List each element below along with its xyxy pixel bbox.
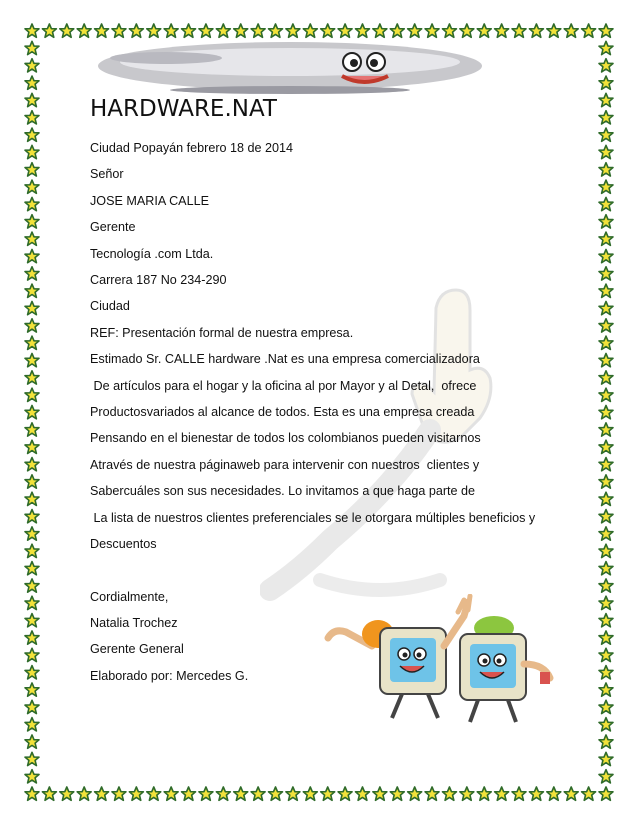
star-icon [25,440,39,453]
star-icon [599,267,613,280]
star-icon [373,787,387,800]
star-icon [251,787,265,800]
star-icon [25,93,39,106]
star-icon [599,648,613,661]
star-icon [95,24,109,37]
star-icon [25,614,39,627]
body-line: Estimado Sr. CALLE hardware .Nat es una empresa comercializadora [90,352,480,367]
star-icon [599,93,613,106]
star-icon [25,579,39,592]
star-icon [599,180,613,193]
star-icon [25,700,39,713]
star-icon [599,614,613,627]
star-icon [321,24,335,37]
star-icon [25,371,39,384]
star-icon [25,163,39,176]
star-icon [599,787,613,800]
star-icon [599,128,613,141]
star-icon [599,145,613,158]
star-icon [25,232,39,245]
star-icon [582,24,596,37]
star-icon [599,111,613,124]
star-icon [182,787,196,800]
star-icon [390,787,404,800]
star-icon [25,249,39,262]
star-icon [25,527,39,540]
star-icon [25,648,39,661]
recipient-title: Gerente [90,220,136,235]
closing-line: Cordialmente, [90,589,169,604]
star-icon [599,579,613,592]
star-icon [129,24,143,37]
recipient-company: Tecnología .com Ltda. [90,246,214,261]
star-icon [390,24,404,37]
star-icon [77,24,91,37]
star-icon [112,787,126,800]
star-icon [599,562,613,575]
star-icon [460,787,474,800]
star-icon [599,527,613,540]
star-icon [77,787,91,800]
star-icon [425,24,439,37]
star-icon [25,423,39,436]
star-icon [25,215,39,228]
body-line: Descuentos [90,537,157,552]
dancing-computers-icon [318,594,556,728]
star-icon [112,24,126,37]
star-icon [25,267,39,280]
star-icon [25,59,39,72]
star-icon [129,787,143,800]
star-icon [460,24,474,37]
star-icon [60,787,74,800]
star-icon [547,787,561,800]
star-icon [25,666,39,679]
star-icon [512,787,526,800]
star-icon [599,353,613,366]
star-icon [25,752,39,765]
star-icon [599,249,613,262]
star-icon [147,787,161,800]
star-icon [25,111,39,124]
star-icon [164,787,178,800]
star-icon [355,24,369,37]
star-icon [147,24,161,37]
star-icon [25,718,39,731]
star-icon [25,510,39,523]
star-icon [303,787,317,800]
star-icon [25,180,39,193]
star-icon [442,787,456,800]
body-line: Productosvariados al alcance de todos. Esta es una empresa creada [90,405,475,420]
star-icon [599,683,613,696]
star-icon [25,475,39,488]
body-line: Sabercuáles son sus necesidades. Lo invitamos a que haga parte de [90,484,476,499]
star-icon [477,787,491,800]
recipient-name: JOSE MARIA CALLE [90,193,209,208]
star-icon [564,24,578,37]
star-icon [25,596,39,609]
star-icon [25,301,39,314]
star-icon [599,76,613,89]
body-line: De artículos para el hogar y la oficina al por Mayor y al Detal, ofrece [90,378,477,393]
star-icon [269,787,283,800]
star-icon [25,353,39,366]
star-icon [599,440,613,453]
star-icon [599,371,613,384]
star-icon [477,24,491,37]
star-icon [599,406,613,419]
star-icon [512,24,526,37]
recipient-city: Ciudad [90,299,130,314]
star-icon [599,163,613,176]
recipient-address: Carrera 187 No 234-290 [90,273,227,288]
star-icon [425,787,439,800]
star-icon [547,24,561,37]
star-icon [25,197,39,210]
star-icon [269,24,283,37]
date-line: Ciudad Popayán febrero 18 de 2014 [90,141,294,155]
star-icon [338,787,352,800]
star-icon [95,787,109,800]
star-icon [251,24,265,37]
reference-line: REF: Presentación formal de nuestra empresa. [90,325,354,340]
star-icon [599,770,613,783]
star-icon [599,718,613,731]
star-icon [25,24,39,37]
star-icon [599,475,613,488]
star-icon [408,24,422,37]
star-icon [599,752,613,765]
star-icon [25,128,39,141]
star-icon [216,24,230,37]
star-icon [599,735,613,748]
star-icon [286,24,300,37]
letter-title: HARDWARE.NAT [90,96,277,122]
star-icon [599,232,613,245]
body-line: La lista de nuestros clientes preferenciales se le otorgara múltiples beneficios y [90,510,536,525]
star-icon [25,458,39,471]
star-icon [599,596,613,609]
star-icon [529,24,543,37]
star-icon [442,24,456,37]
signer-name: Natalia Trochez [90,615,178,630]
star-icon [25,787,39,800]
star-icon [234,24,248,37]
star-icon [25,145,39,158]
prepared-by-line: Elaborado por: Mercedes G. [90,668,249,683]
star-icon [199,787,213,800]
star-icon [564,787,578,800]
computer-mouse-mascot-icon [96,40,484,98]
star-icon [234,787,248,800]
star-icon [495,787,509,800]
star-icon [599,336,613,349]
star-icon [25,770,39,783]
star-icon [25,631,39,644]
star-icon [599,284,613,297]
star-icon [25,41,39,54]
star-icon [599,510,613,523]
star-icon [25,284,39,297]
star-icon [599,197,613,210]
star-icon [42,787,56,800]
star-icon [321,787,335,800]
star-icon [495,24,509,37]
star-icon [599,423,613,436]
star-icon [25,406,39,419]
star-icon [25,562,39,575]
star-icon [373,24,387,37]
star-icon [25,388,39,401]
body-line: Pensando en el bienestar de todos los colombianos pueden visitarnos [90,431,481,446]
star-icon [164,24,178,37]
star-icon [25,683,39,696]
star-icon [25,319,39,332]
body-line: Através de nuestra páginaweb para intervenir con nuestros clientes y [90,457,480,472]
star-icon [338,24,352,37]
star-icon [599,544,613,557]
star-icon [599,631,613,644]
spacer [90,558,550,584]
star-icon [599,666,613,679]
star-icon [599,319,613,332]
star-icon [25,544,39,557]
star-icon [286,787,300,800]
star-icon [599,41,613,54]
star-icon [582,787,596,800]
star-icon [182,24,196,37]
star-icon [199,24,213,37]
star-icon [408,787,422,800]
star-icon [599,700,613,713]
star-icon [25,735,39,748]
star-icon [42,24,56,37]
star-icon [599,492,613,505]
star-icon [529,787,543,800]
star-icon [60,24,74,37]
star-icon [599,301,613,314]
star-icon [25,336,39,349]
star-icon [599,458,613,471]
star-icon [25,76,39,89]
star-icon [599,388,613,401]
star-icon [303,24,317,37]
salutation-line: Señor [90,167,124,182]
star-icon [355,787,369,800]
star-icon [25,492,39,505]
star-icon [216,787,230,800]
star-icon [599,215,613,228]
signer-title: Gerente General [90,642,184,657]
star-icon [599,24,613,37]
star-icon [599,59,613,72]
